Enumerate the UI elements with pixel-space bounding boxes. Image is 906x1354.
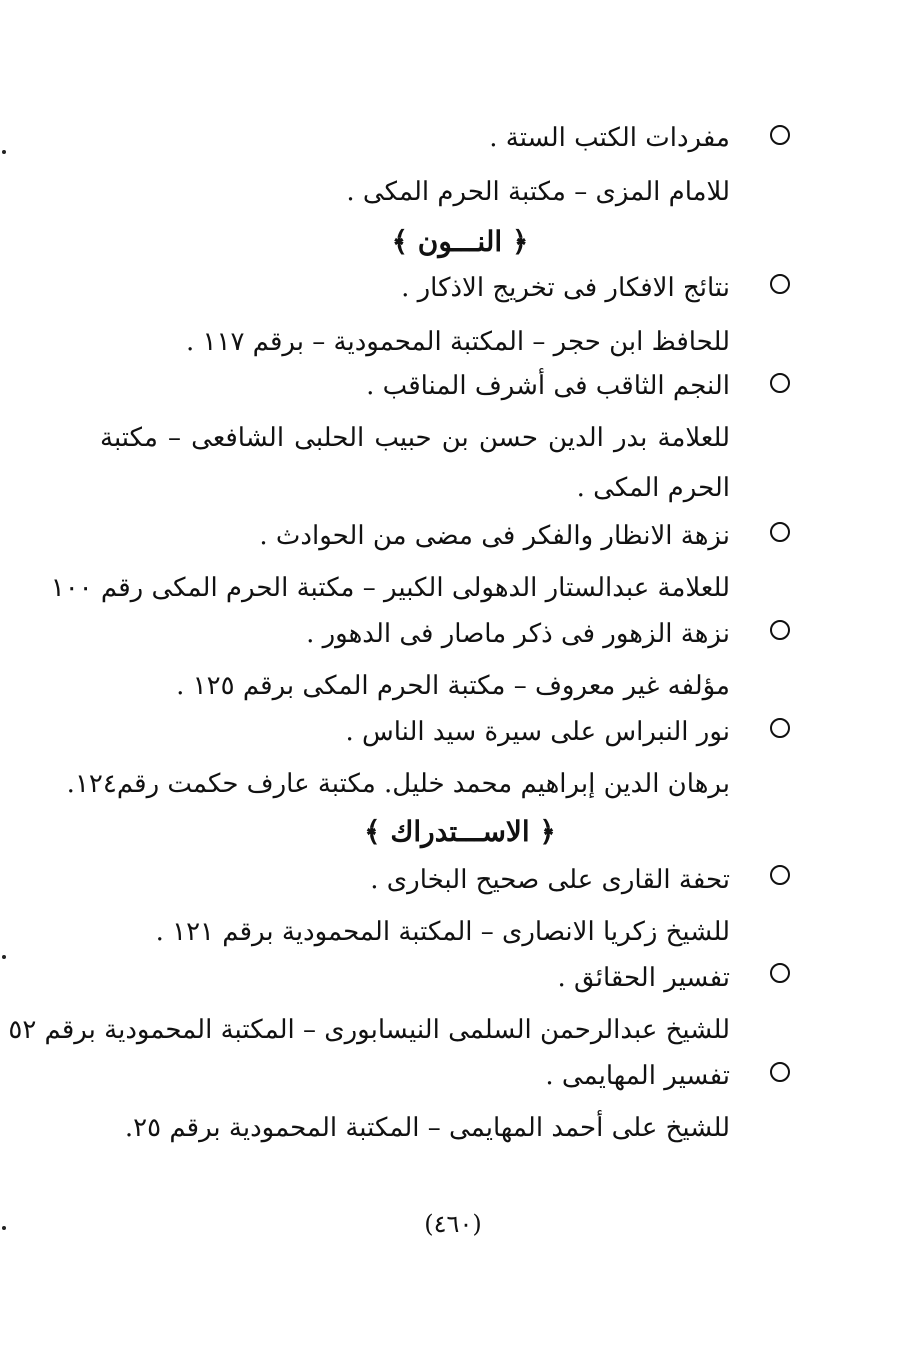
entry-title: تفسير الحقائق . [557,963,730,993]
scan-edge-mark [2,150,6,154]
entry-bullet [770,620,790,640]
entry-title: نتائج الافكار فى تخريج الاذكار . [401,273,730,303]
entry-detail: برهان الدين إبراهيم محمد خليل. مكتبة عارف حكمت رقم١٢٤. [66,769,730,799]
entry-bullet [770,1062,790,1082]
scan-edge-mark [2,955,6,959]
section-heading-istidrak: ﴿ الاســـتدراك ﴾ [364,815,556,848]
entry-detail: للامام المزى – مكتبة الحرم المكى . [346,177,730,207]
entry-bullet [770,274,790,294]
entry-bullet [770,718,790,738]
entry-detail: للشيخ زكريا الانصارى – المكتبة المحمودية برقم ١٢١ . [155,917,730,947]
page-number: (٤٦٠) [424,1210,482,1238]
entry-title: نزهة الزهور فى ذكر ماصار فى الدهور . [306,619,730,649]
entry-detail: الحرم المكى . [576,473,730,503]
entry-detail: للعلامة بدر الدين حسن بن حبيب الحلبى الشافعى – مكتبة [100,423,730,453]
section-heading-noon: ﴿ النـــون ﴾ [391,225,529,258]
entry-title: تفسير المهايمى . [545,1061,730,1091]
entry-title: النجم الثاقب فى أشرف المناقب . [366,371,730,401]
entry-title: نزهة الانظار والفكر فى مضى من الحوادث . [259,521,730,551]
entry-detail: مؤلفه غير معروف – مكتبة الحرم المكى برقم ١٢٥ . [176,671,730,701]
scan-edge-mark [2,1226,6,1230]
entry-detail: للعلامة عبدالستار الدهولى الكبير – مكتبة الحرم المكى رقم ١٠٠ [50,573,730,603]
entry-bullet [770,125,790,145]
entry-detail: للحافظ ابن حجر – المكتبة المحمودية – برقم ١١٧ . [185,327,730,357]
entry-detail: للشيخ على أحمد المهايمى – المكتبة المحمودية برقم ٢٥. [124,1113,730,1143]
entry-title: تحفة القارى على صحيح البخارى . [370,865,730,895]
entry-bullet [770,865,790,885]
entry-bullet [770,963,790,983]
entry-bullet [770,373,790,393]
entry-detail: للشيخ عبدالرحمن السلمى النيسابورى – المكتبة المحمودية برقم ٥٢ [8,1015,730,1045]
entry-title: مفردات الكتب الستة . [489,123,730,153]
entry-title: نور النبراس على سيرة سيد الناس . [345,717,730,747]
entry-bullet [770,522,790,542]
